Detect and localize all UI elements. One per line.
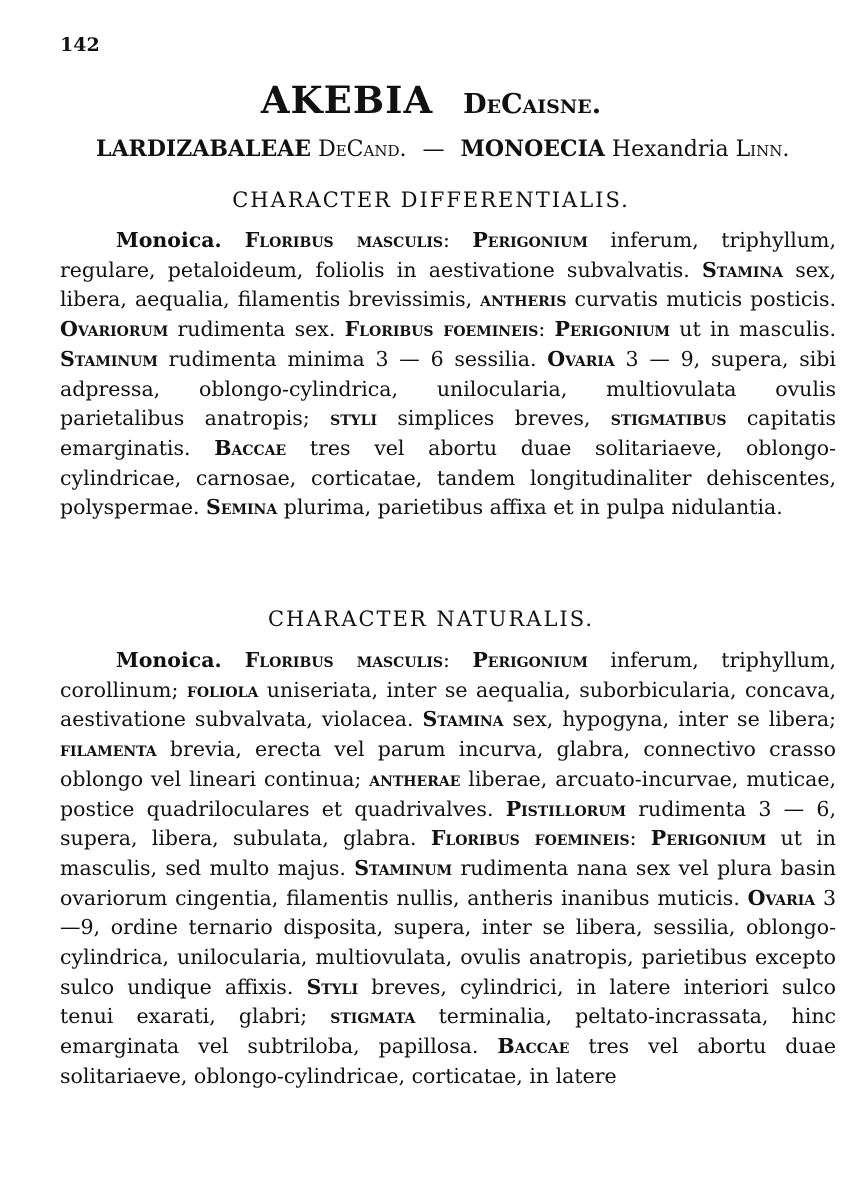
text-run: 3—9, ordine ternario disposita, supera, inter se libera, sessilia, oblongo-cylindrica, unilocularia, multiovulata, ovulis anatropis, parietibus excepto sulco undique affixis.: [60, 885, 836, 999]
term-smallcaps: Staminum: [60, 346, 158, 371]
term-smallcaps: styli: [330, 406, 377, 431]
term-smallcaps: Floribus masculis: [244, 228, 444, 252]
text-run: sex, hypogyna, inter se libera;: [503, 707, 836, 732]
text-run: :: [443, 648, 473, 672]
text-run: rudimenta 3 — 6, supera, libera, subulata, glabra.: [60, 796, 836, 851]
term-smallcaps: Perigonium: [472, 228, 588, 252]
text-run: simplices breves,: [377, 406, 611, 431]
text-run: :: [629, 826, 651, 851]
term-smallcaps: stigmata: [330, 1004, 416, 1029]
text-run: tres vel abortu duae solitariaeve, oblongo-cylindricae, carnosae, corticatae, tandem longitudinaliter dehiscentes, polyspermae.: [60, 435, 837, 520]
genus-title: [0, 78, 862, 122]
text-run: inferum, triphyllum, regulare, petaloideum, foliolis in aestivatione subvalvatis.: [60, 228, 836, 282]
text-run: :: [443, 228, 473, 252]
term-smallcaps: foliola: [186, 677, 259, 702]
term-smallcaps: Floribus masculis: [244, 648, 444, 672]
text-run: curvatis muticis posticis.: [566, 287, 836, 312]
text-run: tres vel abortu duae solitariaeve, oblongo-cylindricae, corticatae, in latere: [60, 1034, 836, 1088]
classification-line: [96, 136, 789, 162]
term-smallcaps: stigmatibus: [610, 406, 727, 431]
term-smallcaps: Perigonium: [650, 826, 767, 851]
page-number: 142: [60, 34, 100, 56]
section-heading-natural: CHARACTER NATURALIS.: [267, 607, 595, 631]
text-run: rudimenta minima 3 — 6 sessilia.: [157, 346, 548, 371]
term-smallcaps: Ovariorum: [60, 317, 169, 342]
text-run: sex, libera, aequalia, filamentis brevissimis,: [60, 257, 836, 312]
term-smallcaps: Perigonium: [472, 648, 588, 672]
term-smallcaps: Ovaria: [747, 885, 816, 910]
term-smallcaps: Floribus foemineis: [430, 826, 630, 851]
term-smallcaps: Stamina: [702, 257, 784, 282]
text-run: rudimenta sex.: [168, 317, 345, 342]
family-name: LARDIZABALEAE: [96, 136, 312, 162]
linnaean-order: Hexandria: [611, 137, 729, 162]
term-smallcaps: Pistillorum: [505, 796, 626, 821]
term-smallcaps: Semina: [206, 495, 278, 520]
term-smallcaps: Styli: [306, 974, 359, 999]
term-smallcaps: Perigonium: [554, 317, 671, 342]
paragraph-differential: [60, 226, 836, 523]
section-heading-differential: CHARACTER DIFFERENTIALIS.: [232, 188, 630, 212]
text-run: uniseriata, inter se aequalia, suborbicularia, concava, aestivatione subvalvata, violacea.: [60, 677, 836, 732]
classification-dash: —: [422, 137, 445, 162]
term-smallcaps: Floribus foemineis: [344, 317, 539, 342]
text-run: :: [538, 317, 555, 342]
text-run: liberae, arcuato-incurvae, muticae, postice quadriloculares et quadrivalves.: [60, 766, 836, 821]
term-smallcaps: Stamina: [422, 707, 504, 732]
text-run: plurima, parietibus affixa et in pulpa nidulantia.: [277, 495, 783, 520]
family-author: DeCand.: [318, 137, 407, 162]
term-smallcaps: filamenta: [60, 737, 157, 762]
text-run: inferum, triphyllum, corollinum;: [60, 648, 836, 702]
term-smallcaps: antherae: [369, 766, 461, 791]
lead-word: Monoica.: [116, 648, 245, 672]
text-run: ut in masculis.: [670, 317, 836, 342]
text-run: capitatis emarginatis.: [60, 406, 836, 460]
term-smallcaps: Baccae: [214, 435, 287, 460]
paragraph-natural: [60, 646, 836, 1092]
text-run: ut in masculis, sed multo majus.: [60, 826, 836, 880]
lead-word: Monoica.: [116, 228, 245, 252]
linnaean-class: MONOECIA: [460, 136, 605, 162]
genus-name: AKEBIA: [260, 78, 434, 122]
text-run: 3 — 9, supera, sibi adpressa, oblongo-cylindrica, unilocularia, multiovulata ovulis parietalibus anatropis;: [60, 346, 836, 431]
text-run: rudimenta nana sex vel plura basin ovariorum cingentia, filamentis nullis, antheris inanibus muticis.: [60, 855, 836, 910]
term-smallcaps: Staminum: [354, 855, 453, 880]
text-run: brevia, erecta vel parum incurva, glabra, connectivo crasso oblongo vel lineari continua;: [60, 737, 836, 791]
order-author: Linn.: [735, 137, 790, 162]
term-smallcaps: Ovaria: [547, 346, 615, 371]
genus-author: DeCaisne.: [463, 89, 602, 120]
text-run: breves, cylindrici, in latere interiori sulco tenui exarati, glabri;: [60, 974, 836, 1029]
term-smallcaps: Baccae: [497, 1034, 570, 1059]
term-smallcaps: antheris: [480, 287, 567, 312]
text-run: terminalia, peltato-incrassata, hinc emarginata vel subtriloba, papillosa.: [60, 1004, 837, 1059]
